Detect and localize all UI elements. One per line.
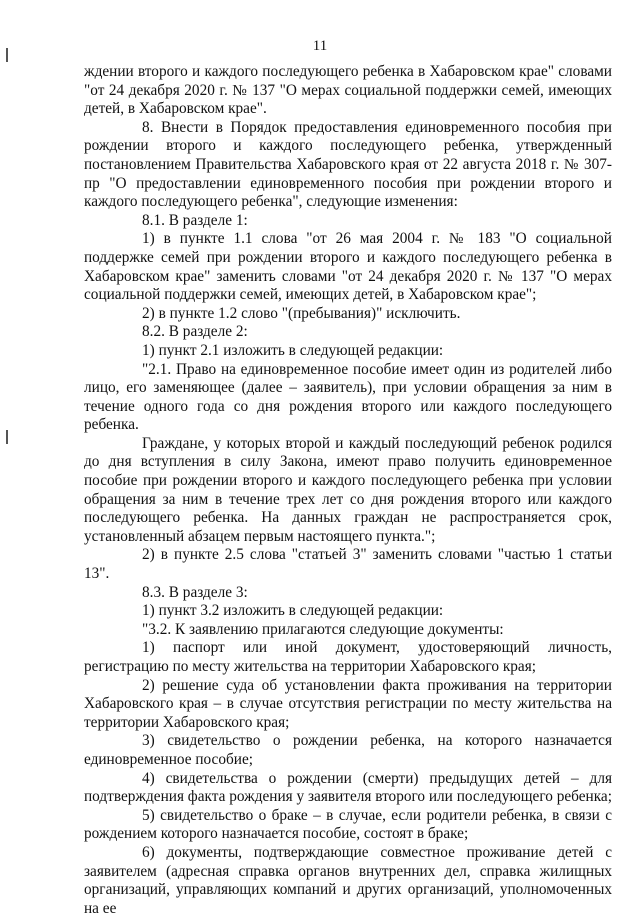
list-item: 1) паспорт или иной документ, удостоверяющий личность, регистрацию по месту жительства на территории Хабаровского края; [84, 639, 612, 675]
paragraph: 2) в пункте 1.2 слово "(пребывания)" исключить. [142, 304, 461, 322]
list-item: 6) документы, подтверждающие совместное проживание детей с заявителем (адресная справка органов внутренних дел, справка жилищных организаций, управляющих компаний и других организаций, уполномоченных на ее [84, 843, 612, 917]
paragraph: 1) пункт 2.1 изложить в следующей редакции: [142, 341, 444, 359]
subsection-heading-8-1: 8.1. В разделе 1: [142, 211, 248, 229]
paragraph: "2.1. Право на единовременное пособие имеет один из родителей либо лицо, его заменяющее (далее – заявитель), при условии обращения за ним в течение одного года со дня рождения второго или каждого последующего ребенка. [84, 360, 612, 434]
list-item: 3) свидетельство о рождении ребенка, на которого назначается единовременное пособие; [84, 732, 612, 768]
subsection-heading-8-3: 8.3. В разделе 3: [142, 583, 248, 601]
paragraph: Граждане, у которых второй и каждый последующий ребенок родился до дня вступления в силу Закона, имеют право получить единовременное пособие при рождении второго и каждого последующего ребенка при условии обращения за ним в течение трех лет со дня рождения второго или каждого последующего ребенка. На данных граждан не распространяется срок, установленный абзацем первым настоящего пункта."; [84, 434, 612, 545]
paragraph-item-8: 8. Внести в Порядок предоставления единовременного пособия при рождении второго и каждого последующего ребенка, утвержденный постановлением Правительства Хабаровского края от 22 августа 2018 г. № 307-пр "О предоставлении единовременного пособия при рождении второго и каждого последующего ребенка", следующие изменения: [84, 118, 612, 211]
paragraph: "3.2. К заявлению прилагаются следующие документы: [142, 620, 504, 638]
paragraph: 2) в пункте 2.5 слова "статьей 3" заменить словами "частью 1 статьи 13". [84, 546, 612, 583]
document-body [84, 63, 612, 918]
list-item: 5) свидетельство о браке – в случае, если родители ребенка, в связи с рождением которого назначается пособие, состоят в браке; [84, 806, 612, 843]
paragraph-continuation: ждении второго и каждого последующего ребенка в Хабаровском крае" словами "от 24 декабря 2020 г. № 137 "О мерах социальной поддержки семей, имеющих детей, в Хабаровском крае". [84, 63, 612, 118]
scan-margin-mark [6, 430, 8, 444]
list-item: 4) свидетельства о рождении (смерти) предыдущих детей – для подтверждения факта рождения у заявителя второго или последующего ребенка; [84, 769, 612, 806]
paragraph: 1) в пункте 1.1 слова "от 26 мая 2004 г. № 183 "О социальной поддержке семей при рождении второго и каждого последующего ребенка в Хабаровском крае" заменить словами "от 24 декабря 2020 г. № 137 "О мерах социальной поддержки семей, имеющих детей, в Хабаровском крае"; [84, 230, 612, 304]
subsection-heading-8-2: 8.2. В разделе 2: [142, 323, 248, 341]
page-number: 11 [312, 38, 328, 54]
list-item: 2) решение суда об установлении факта проживания на территории Хабаровского края – в случае отсутствия регистрации по месту жительства на территории Хабаровского края; [84, 676, 612, 731]
paragraph: 1) пункт 3.2 изложить в следующей редакции: [142, 602, 444, 620]
